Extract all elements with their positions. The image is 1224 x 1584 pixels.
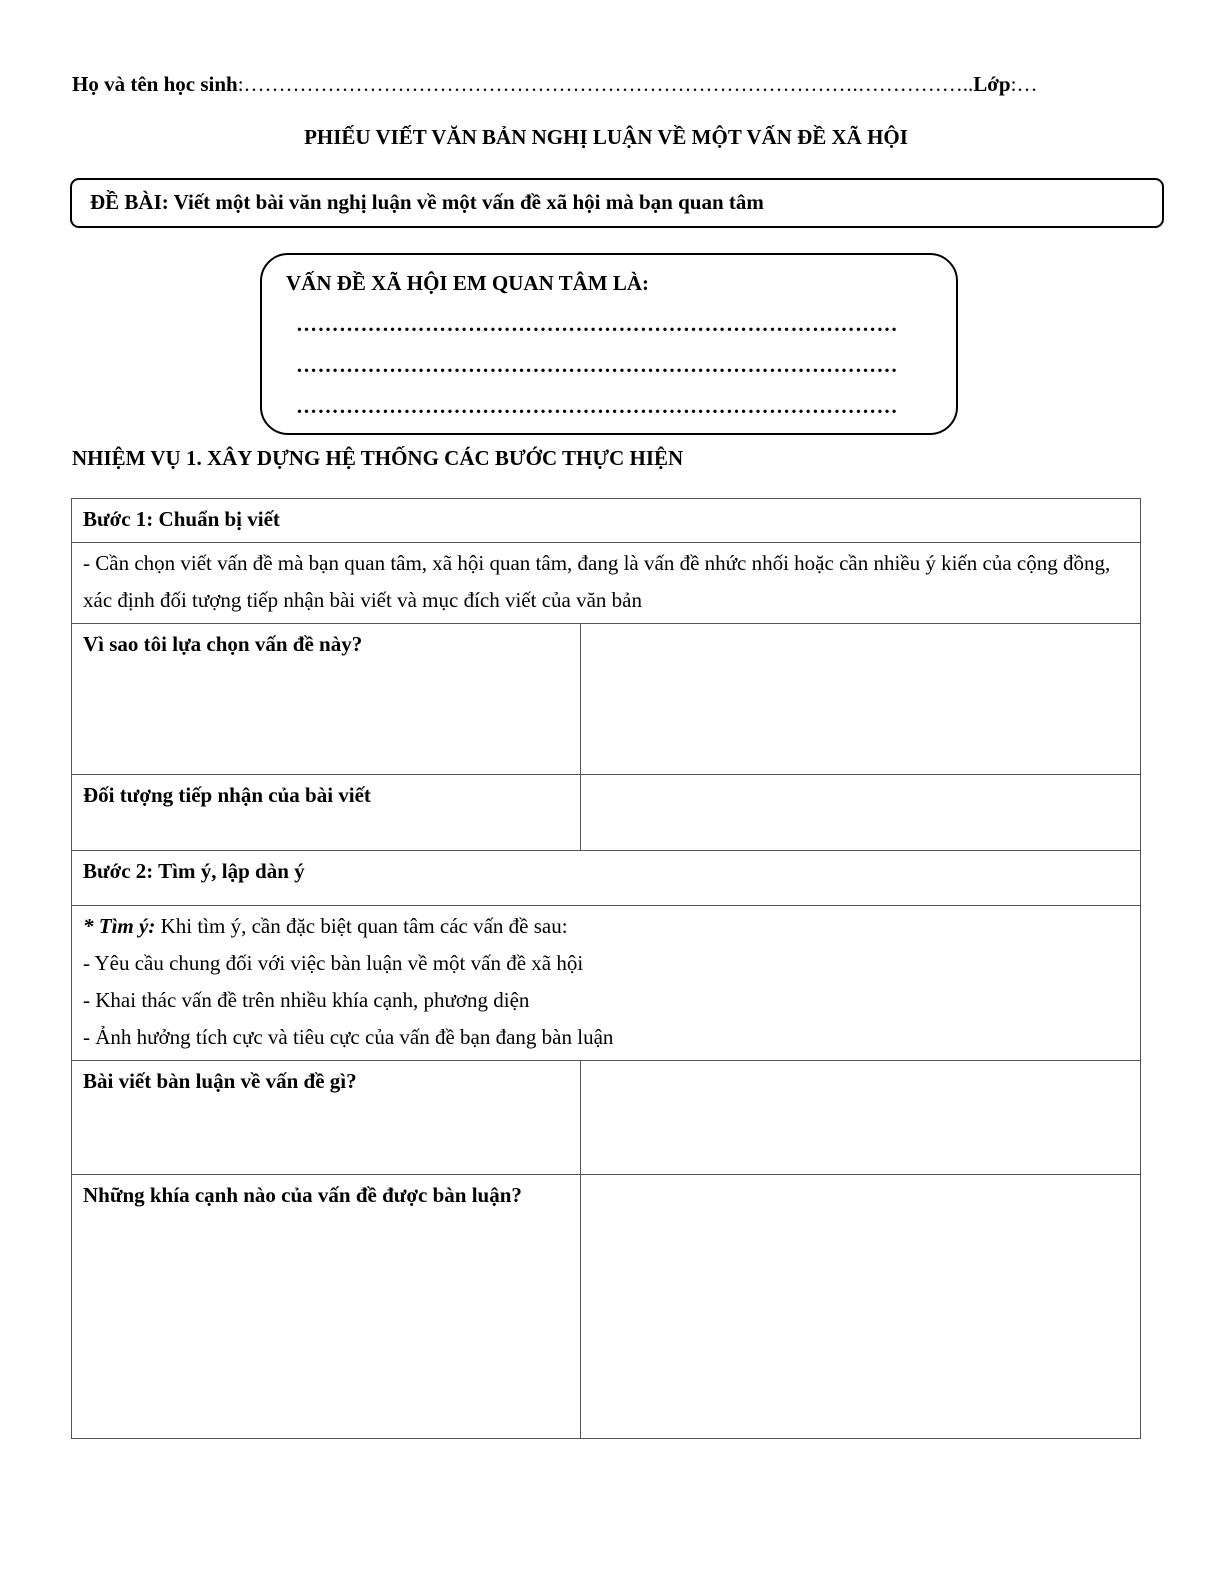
table-row	[72, 543, 1141, 624]
answer-audience-cell[interactable]	[581, 775, 1141, 851]
find-ideas-cell	[72, 906, 1141, 1061]
table-row	[72, 906, 1141, 1061]
answer-why-cell[interactable]	[581, 624, 1141, 775]
table-row	[72, 624, 1141, 775]
step2-title: Bước 2: Tìm ý, lập dàn ý	[72, 851, 1141, 906]
student-name-field[interactable]: :…………………………………………………………………………….……………..	[237, 72, 974, 96]
student-name-label: Họ và tên học sinh	[72, 72, 238, 96]
table-row	[72, 775, 1141, 851]
student-info-line	[72, 72, 1037, 97]
question-why: Vì sao tôi lựa chọn vấn đề này?	[72, 624, 581, 775]
class-field[interactable]: :…	[1010, 72, 1038, 96]
table-row	[72, 499, 1141, 543]
find-ideas-item: - Ảnh hưởng tích cực và tiêu cực của vấn đề bạn đang bàn luận	[83, 1025, 614, 1049]
find-ideas-intro: Khi tìm ý, cần đặc biệt quan tâm các vấn đề sau:	[155, 914, 568, 938]
page-title: PHIẾU VIẾT VĂN BẢN NGHỊ LUẬN VỀ MỘT VẤN ĐỀ XÃ HỘI	[304, 125, 908, 149]
issue-answer-line[interactable]: …………………………………………………………………………	[296, 394, 898, 418]
table-row	[72, 1061, 1141, 1175]
answer-topic-cell[interactable]	[581, 1061, 1141, 1175]
issue-answer-line[interactable]: …………………………………………………………………………	[296, 353, 898, 377]
class-label: Lớp	[973, 72, 1011, 96]
steps-table	[71, 498, 1141, 1439]
task1-heading: NHIỆM VỤ 1. XÂY DỰNG HỆ THỐNG CÁC BƯỚC THỰC HIỆN	[72, 446, 684, 470]
table-row	[72, 1175, 1141, 1439]
issue-answer-line[interactable]: …………………………………………………………………………	[296, 312, 898, 336]
question-audience: Đối tượng tiếp nhận của bài viết	[72, 775, 581, 851]
find-ideas-line	[83, 908, 1130, 945]
question-aspects: Những khía cạnh nào của vấn đề được bàn luận?	[72, 1175, 581, 1439]
issue-box	[260, 253, 958, 435]
answer-aspects-cell[interactable]	[581, 1175, 1141, 1439]
find-ideas-item: - Khai thác vấn đề trên nhiều khía cạnh, phương diện	[83, 988, 530, 1012]
step1-title: Bước 1: Chuẩn bị viết	[72, 499, 1141, 543]
find-ideas-item: - Yêu cầu chung đối với việc bàn luận về một vấn đề xã hội	[83, 951, 584, 975]
table-row	[72, 851, 1141, 906]
prompt-box	[70, 178, 1164, 228]
issue-box-title: VẤN ĐỀ XÃ HỘI EM QUAN TÂM LÀ:	[286, 271, 650, 295]
prompt-text: : Viết một bài văn nghị luận về một vấn đề xã hội mà bạn quan tâm	[161, 190, 764, 214]
find-ideas-label: * Tìm ý:	[83, 914, 156, 938]
question-topic: Bài viết bàn luận về vấn đề gì?	[72, 1061, 581, 1175]
prompt-label: ĐỀ BÀI	[90, 190, 162, 214]
step1-note: - Cần chọn viết vấn đề mà bạn quan tâm, xã hội quan tâm, đang là vấn đề nhức nhối hoặc cần nhiều ý kiến của cộng đồng, xác định đối tượng tiếp nhận bài viết và mục đích viết của văn bản	[72, 543, 1141, 624]
